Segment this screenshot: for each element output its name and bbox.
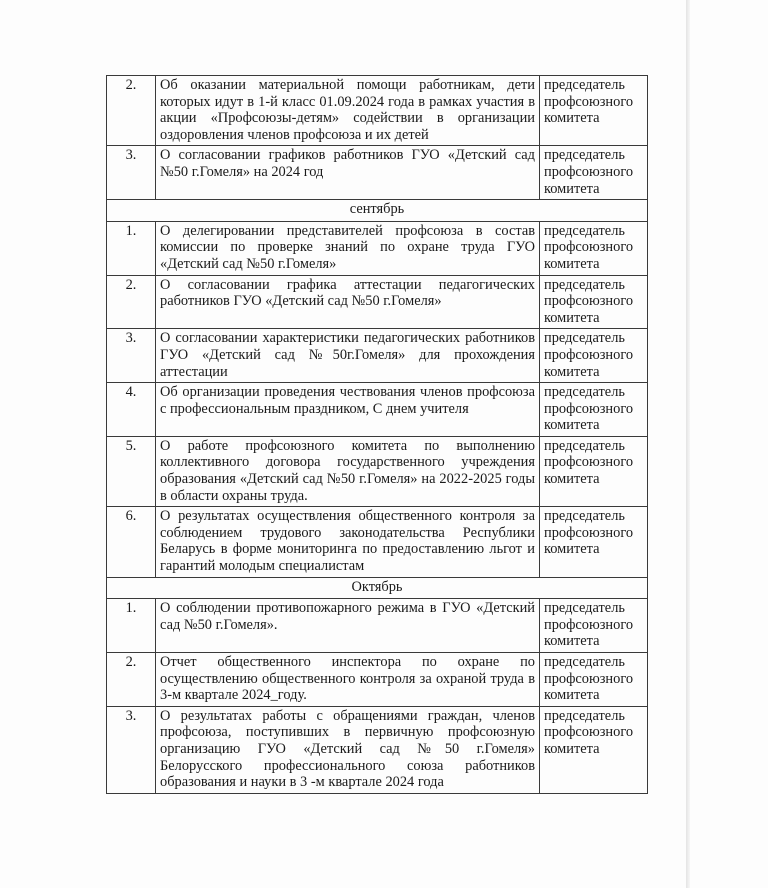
responsible-person: председатель профсоюзного комитета	[540, 221, 648, 275]
item-number: 3.	[107, 706, 156, 793]
item-number: 1.	[107, 221, 156, 275]
item-text: О согласовании графиков работников ГУО «Детский сад №50 г.Гомеля» на 2024 год	[156, 146, 540, 200]
table-row	[107, 329, 648, 383]
item-number: 4.	[107, 383, 156, 437]
table-row	[107, 76, 648, 146]
item-text: О работе профсоюзного комитета по выполнению коллективного договора государственного учреждения образования «Детский сад №50 г.Гомеля» на 2022-2025 годы в области охраны труда.	[156, 436, 540, 506]
table-row	[107, 383, 648, 437]
responsible-person: председатель профсоюзного комитета	[540, 383, 648, 437]
responsible-person: председатель профсоюзного комитета	[540, 146, 648, 200]
month-row	[107, 577, 648, 599]
table-row	[107, 221, 648, 275]
item-number: 5.	[107, 436, 156, 506]
item-text: Об оказании материальной помощи работникам, дети которых идут в 1-й класс 01.09.2024 года в рамках участия в акции «Профсоюзы-детям» содействии в организации оздоровления членов профсоюза и их детей	[156, 76, 540, 146]
item-text: О делегировании представителей профсоюза в состав комиссии по проверке знаний по охране труда ГУО «Детский сад №50 г.Гомеля»	[156, 221, 540, 275]
table-row	[107, 599, 648, 653]
item-text: О результатах работы с обращениями граждан, членов профсоюза, поступивших в первичную профсоюзную организацию ГУО «Детский сад №50 г.Гомеля» Белорусского профессионального союза работников образования и науки в 3 -м квартале 2024 года	[156, 706, 540, 793]
responsible-person: председатель профсоюзного комитета	[540, 507, 648, 577]
work-plan-table	[106, 75, 648, 794]
month-heading: сентябрь	[107, 200, 648, 222]
responsible-person: председатель профсоюзного комитета	[540, 436, 648, 506]
responsible-person: председатель профсоюзного комитета	[540, 706, 648, 793]
item-number: 2.	[107, 653, 156, 707]
table-row	[107, 507, 648, 577]
item-text: Отчет общественного инспектора по охране по осуществлению общественного контроля за охраной труда в 3-м квартале 2024_году.	[156, 653, 540, 707]
responsible-person: председатель профсоюзного комитета	[540, 599, 648, 653]
table-row	[107, 706, 648, 793]
item-text: О соблюдении противопожарного режима в ГУО «Детский сад №50 г.Гомеля».	[156, 599, 540, 653]
item-number: 6.	[107, 507, 156, 577]
item-text: Об организации проведения чествования членов профсоюза с профессиональным праздником, С днем учителя	[156, 383, 540, 437]
responsible-person: председатель профсоюзного комитета	[540, 329, 648, 383]
table-row	[107, 275, 648, 329]
responsible-person: председатель профсоюзного комитета	[540, 275, 648, 329]
item-text: О согласовании графика аттестации педагогических работников ГУО «Детский сад №50 г.Гомеля»	[156, 275, 540, 329]
item-text: О согласовании характеристики педагогических работников ГУО «Детский сад №50г.Гомеля» для прохождения аттестации	[156, 329, 540, 383]
table-row	[107, 146, 648, 200]
month-row	[107, 200, 648, 222]
table-row	[107, 436, 648, 506]
item-number: 3.	[107, 329, 156, 383]
responsible-person: председатель профсоюзного комитета	[540, 653, 648, 707]
month-heading: Октябрь	[107, 577, 648, 599]
page-edge	[686, 0, 690, 888]
table-row	[107, 653, 648, 707]
item-number: 2.	[107, 275, 156, 329]
responsible-person: председатель профсоюзного комитета	[540, 76, 648, 146]
item-text: О результатах осуществления общественного контроля за соблюдением трудового законодательства Республики Беларусь в форме мониторинга по предоставлению льгот и гарантий молодым специалистам	[156, 507, 540, 577]
item-number: 3.	[107, 146, 156, 200]
item-number: 2.	[107, 76, 156, 146]
table-body	[107, 76, 648, 794]
item-number: 1.	[107, 599, 156, 653]
